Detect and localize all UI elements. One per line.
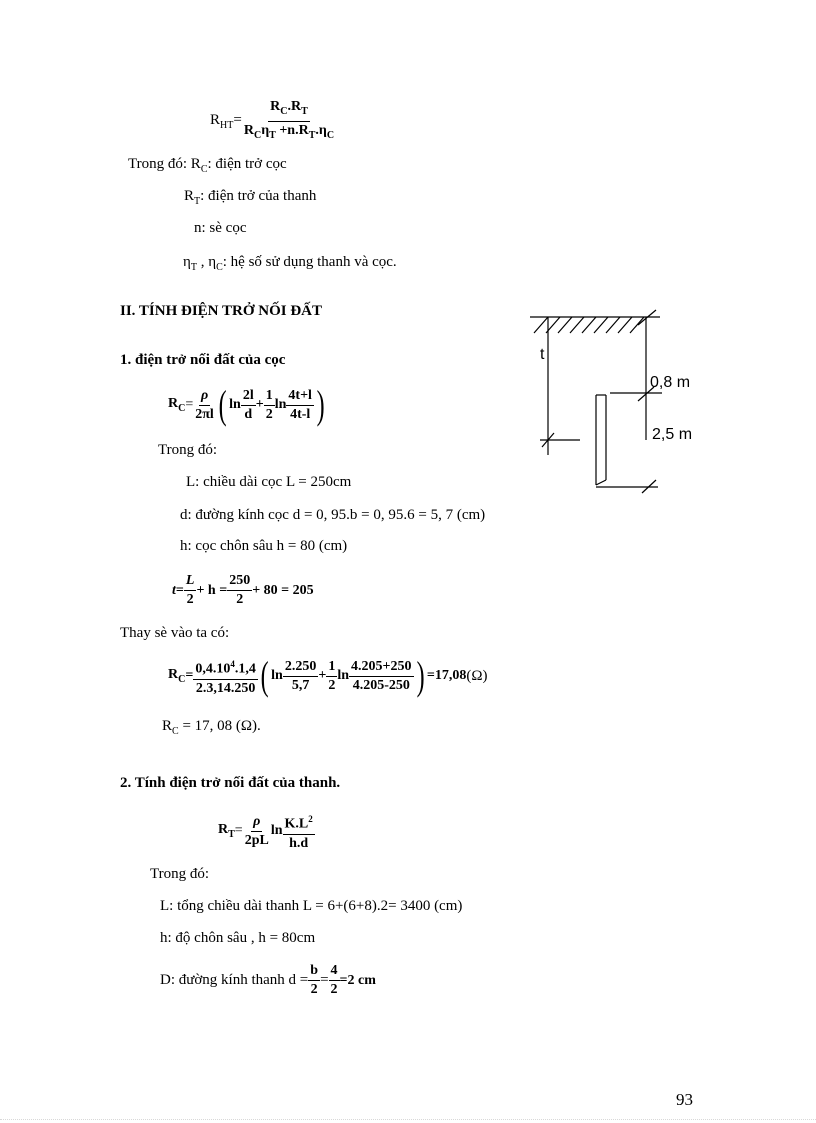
formula-t: t = $\frac{L}{2}$ + h = $\frac{250}{2}$ + 80 = 205	[172, 573, 314, 607]
formula-rt: $R_T$ = $\frac{\rho}{2pL}$ ln $\frac{K.L^2}{h.d}$	[218, 810, 315, 853]
ground-rod	[596, 395, 606, 485]
def-rc-line: Trong đó: $R_C$: điện trở cọc	[128, 156, 287, 175]
label-08m: 0,8 m	[650, 374, 691, 391]
bar-depth-line: h: độ chôn sâu , h = 80cm	[160, 930, 316, 946]
label-25m: 2,5 m	[652, 426, 693, 443]
formula-rc-calc: $R_C$ = $\frac{0,4.10^4.1,4}{2.3,14.250}$ ( ln $\frac{2.250}{5,7}$ + $\frac{1}{2}$ ln $\frac{4.205+250}{4.205-250}$ ) =17,08 (Ω)	[168, 653, 488, 699]
depth-line: h: cọc chôn sâu h = 80 (cm)	[180, 538, 348, 554]
def-n-line: n: sè cọc	[194, 220, 247, 236]
bar-diameter-line: D: đường kính thanh d = $\frac{b}{2}$ = $\frac{4}{2}$ =2 cm	[160, 963, 376, 997]
trong-do-label: Trong đó:	[158, 442, 218, 458]
page-number: 93	[676, 1090, 693, 1109]
formula-rc: $R_C$ = $\frac{\rho}{2\pi l}$ ( ln $\frac{2l}{d}$ + $\frac{1}{2}$ ln $\frac{4t+l}{4t-l}$ )	[168, 382, 325, 427]
rht-lhs: $R_{HT}=$	[210, 111, 242, 131]
page-bottom-divider	[0, 1119, 816, 1120]
substitute-line: Thay sè vào ta có:	[120, 625, 230, 641]
def-eta-line: $\eta_T$ , $\eta_C$: hệ số sử dụng thanh và cọc.	[183, 254, 397, 273]
def-rt-line: $R_T$: điện trở của thanh	[184, 188, 317, 207]
grounding-diagram	[520, 305, 720, 500]
length-line: L: chiều dài cọc L = 250cm	[186, 474, 352, 490]
subsection-1-title: 1. điện trở nối đất của cọc	[120, 352, 286, 368]
trong-do-label-2: Trong đó:	[150, 866, 210, 882]
ground-hatch	[534, 317, 644, 333]
diameter-line: d: đường kính cọc d = 0, 95.b = 0, 95.6 = 5, 7 (cm)	[180, 507, 486, 523]
subsection-2-title: 2. Tính điện trở nối đất của thanh.	[120, 775, 341, 791]
section-title: II. TÍNH ĐIỆN TRỞ NỐI ĐẤT	[120, 303, 322, 319]
label-t: t	[540, 346, 545, 363]
rht-fraction: $\frac{R_C.R_T}{R_C\eta_T +n.R_T.\eta_C}$	[243, 99, 335, 141]
bar-length-line: L: tổng chiều dài thanh L = 6+(6+8).2= 3400 (cm)	[160, 898, 463, 914]
formula-rht	[210, 98, 336, 145]
rc-result-line: $R_C = 17$, 08 (Ω).	[162, 718, 261, 737]
